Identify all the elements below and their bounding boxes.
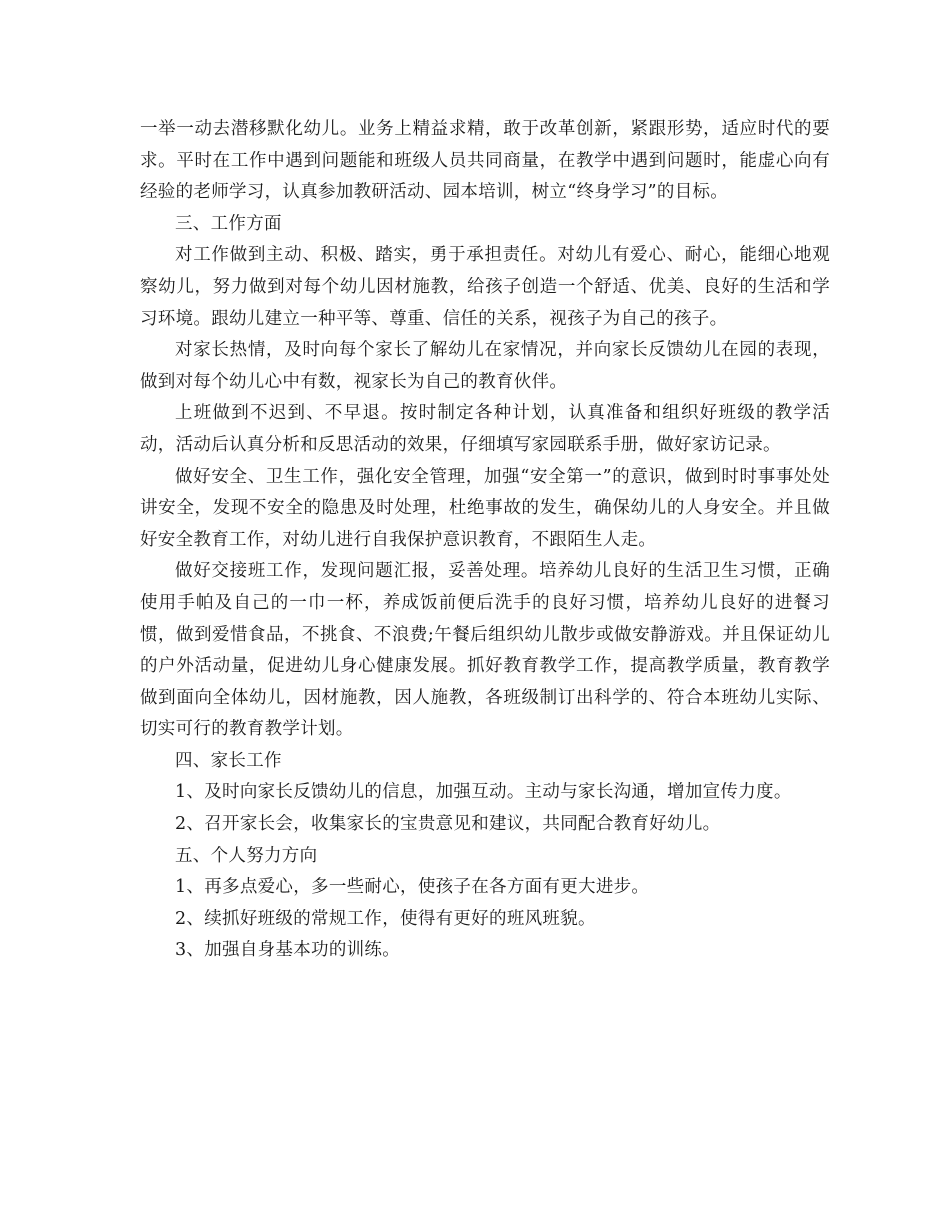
document-body: [140, 114, 830, 967]
list-item-parents-2: 2、召开家长会，收集家长的宝贵意见和建议，共同配合教育好幼儿。: [175, 814, 721, 835]
list-item-personal-2: 2、续抓好班级的常规工作，使得有更好的班风班貌。: [175, 908, 596, 929]
list-item-parents-1: 1、及时向家长反馈幼儿的信息，加强互动。主动与家长沟通，增加宣传力度。: [175, 782, 792, 803]
section-heading-parents: 四、家长工作: [175, 750, 282, 771]
section-heading-work: 三、工作方面: [175, 213, 282, 234]
paragraph-continuation: 一举一动去潜移默化幼儿。业务上精益求精，敢于改革创新，紧跟形势，适应时代的要求。平时在工作中遇到问题能和班级人员共同商量，在教学中遇到问题时，能虚心向有经验的老师学习，认真参加教研活动、园本培训，树立“终身学习”的目标。: [140, 119, 830, 203]
section-heading-personal: 五、个人努力方向: [175, 845, 318, 866]
paragraph-work-attitude: 对工作做到主动、积极、踏实，勇于承担责任。对幼儿有爱心、耐心，能细心地观察幼儿，努力做到对每个幼儿因材施教，给孩子创造一个舒适、优美、良好的生活和学习环境。跟幼儿建立一种平等、尊重、信任的关系，视孩子为自己的孩子。: [140, 245, 830, 329]
list-item-personal-3: 3、加强自身基本功的训练。: [175, 940, 401, 961]
paragraph-punctuality: 上班做到不迟到、不早退。按时制定各种计划，认真准备和组织好班级的教学活动，活动后认真分析和反思活动的效果，仔细填写家园联系手册，做好家访记录。: [140, 403, 830, 455]
paragraph-safety: 做好安全、卫生工作，强化安全管理，加强“安全第一”的意识，做到时时事事处处讲安全，发现不安全的隐患及时处理，杜绝事故的发生，确保幼儿的人身安全。并且做好安全教育工作，对幼儿进行自我保护意识教育，不跟陌生人走。: [140, 466, 830, 550]
paragraph-handover: 做好交接班工作，发现问题汇报，妥善处理。培养幼儿良好的生活卫生习惯，正确使用手帕及自己的一巾一杯，养成饭前便后洗手的良好习惯，培养幼儿良好的进餐习惯，做到爱惜食品，不挑食、不浪费;午餐后组织幼儿散步或做安静游戏。并且保证幼儿的户外活动量，促进幼儿身心健康发展。抓好教育教学工作，提高教学质量，教育教学做到面向全体幼儿，因材施教，因人施教，各班级制订出科学的、符合本班幼儿实际、切实可行的教育教学计划。: [140, 561, 830, 740]
paragraph-parents-relation: 对家长热情，及时向每个家长了解幼儿在家情况，并向家长反馈幼儿在园的表现，做到对每个幼儿心中有数，视家长为自己的教育伙伴。: [140, 340, 830, 392]
list-item-personal-1: 1、再多点爱心，多一些耐心，使孩子在各方面有更大进步。: [175, 877, 650, 898]
